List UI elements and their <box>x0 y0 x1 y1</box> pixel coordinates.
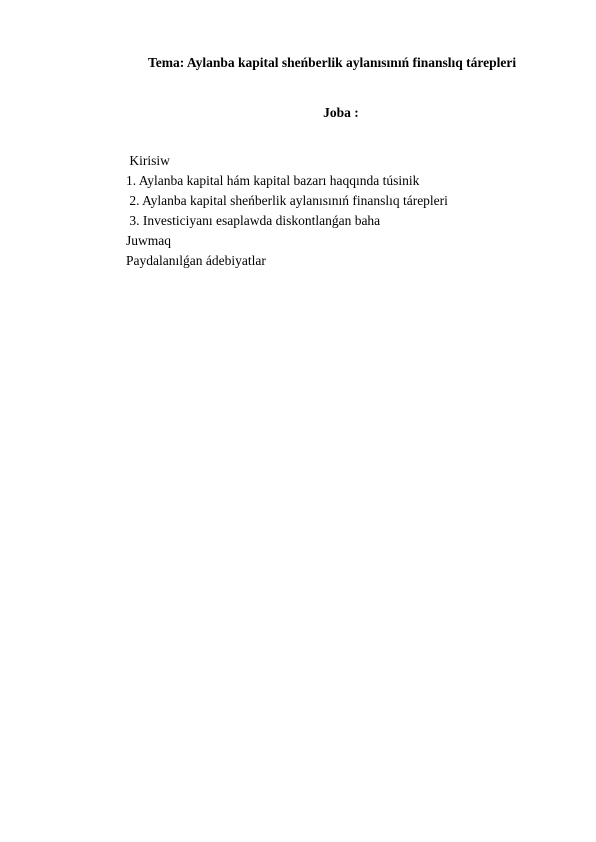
plan-heading: Joba : <box>323 105 359 120</box>
toc-item-3: 3. Investiciyanı esaplawda diskontlanǵan baha <box>126 213 381 228</box>
toc-item-introduction: Kirisiw <box>126 153 170 168</box>
document-title: Tema: Aylanba kapital sheńberlik aylanısınıń finanslıq tárepleri <box>148 55 517 70</box>
toc-item-conclusion: Juwmaq <box>126 233 171 248</box>
toc-item-references: Paydalanılǵan ádebiyatlar <box>126 253 266 268</box>
toc-item-1: 1. Aylanba kapital hám kapital bazarı haqqında túsinik <box>126 173 420 188</box>
table-of-contents <box>126 152 448 272</box>
toc-item-2: 2. Aylanba kapital sheńberlik aylanısınıń finanslıq tárepleri <box>126 193 448 208</box>
